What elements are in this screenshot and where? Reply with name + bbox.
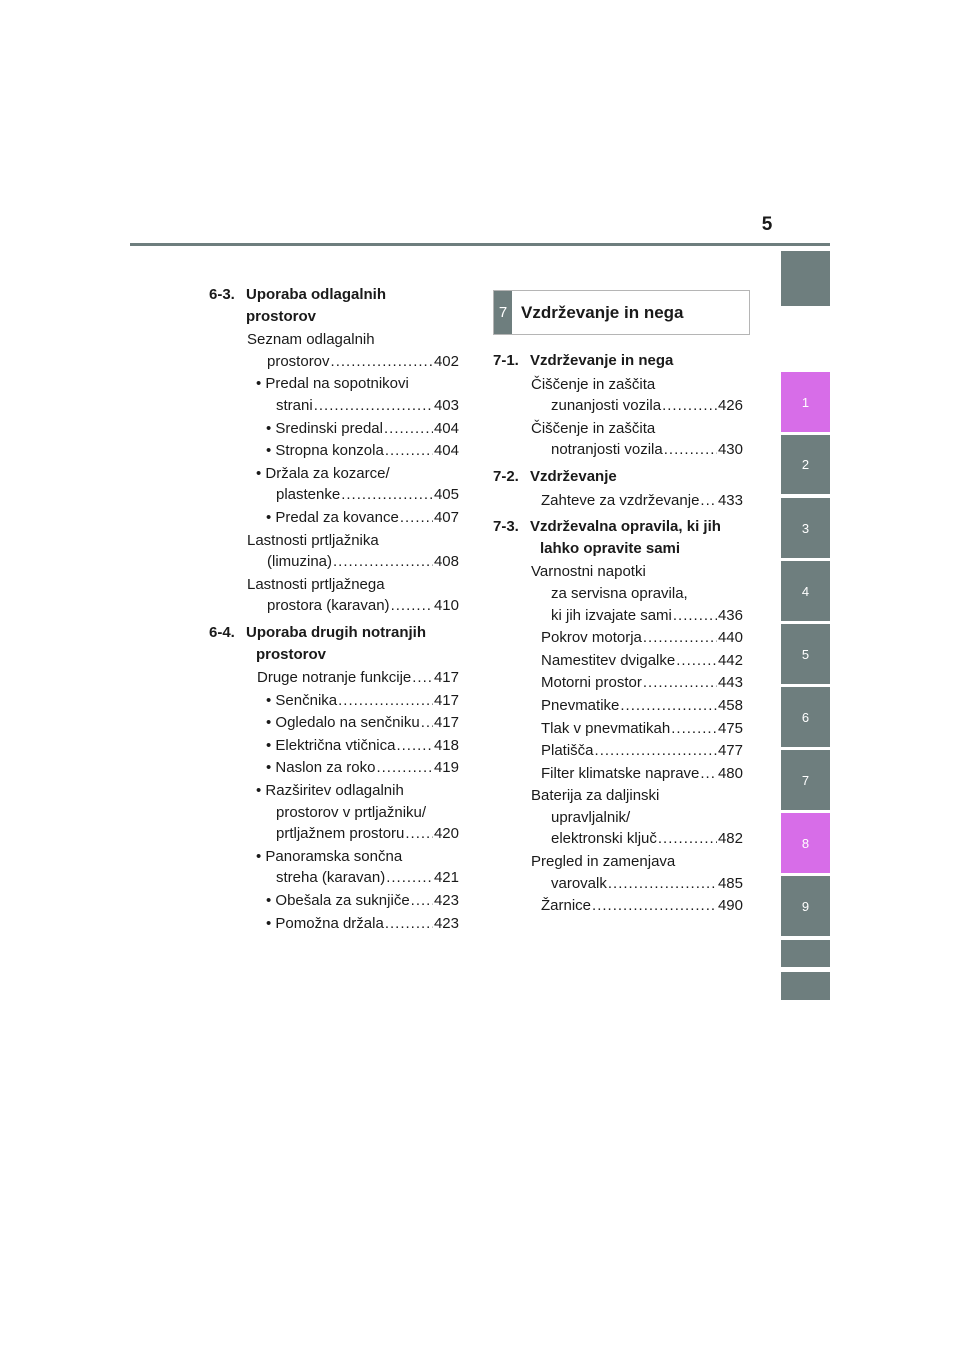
entry-page-number: 420 [433, 825, 459, 843]
chapter-tab-7[interactable] [781, 750, 830, 810]
chapter-tab-label: 7 [801, 772, 810, 788]
entry-page-number: 407 [433, 508, 459, 526]
chapter-tab[interactable] [781, 972, 830, 1000]
chapter-tab-5[interactable] [781, 624, 830, 684]
entry-text: (limuzina) [267, 553, 333, 571]
toc-entry[interactable] [209, 712, 459, 734]
entry-text: Žarnice [541, 897, 592, 915]
toc-entry[interactable] [493, 374, 743, 417]
toc-entry[interactable] [209, 667, 459, 689]
toc-entry[interactable] [493, 672, 743, 694]
toc-entry[interactable] [209, 574, 459, 617]
chapter-tab-label: 6 [801, 709, 810, 725]
section-number: 7-3. [493, 518, 519, 536]
entry-text: Lastnosti prtljažnega [247, 575, 385, 593]
entry-text: Pokrov motorja [541, 629, 642, 647]
entry-text: • Razširitev odlagalnih [256, 782, 404, 800]
entry-text: Platišča [541, 742, 594, 760]
entry-page-number: 410 [433, 597, 459, 615]
entry-page-number: 421 [433, 869, 459, 887]
toc-entry[interactable] [493, 418, 743, 461]
chapter-number: 7 [494, 291, 512, 334]
entry-page-number: 430 [717, 441, 743, 459]
chapter-tab-label: 9 [801, 898, 810, 914]
entry-page-number: 404 [433, 442, 459, 460]
entry-text: upravljalnik/ [551, 808, 631, 826]
toc-entry[interactable] [209, 440, 459, 462]
entry-text: Namestitev dvigalke [541, 651, 676, 669]
entry-text: • Predal na sopotnikovi [256, 375, 409, 393]
section-number: 7-2. [493, 467, 519, 485]
chapter-tab-label: 8 [801, 835, 810, 851]
entry-page-number: 404 [433, 419, 459, 437]
toc-entry[interactable] [209, 418, 459, 440]
entry-text: • Pomožna držala [266, 914, 384, 932]
entry-text: Motorni prostor [541, 674, 642, 692]
toc-entry[interactable] [493, 490, 743, 512]
entry-text: varovalk [551, 874, 607, 892]
entry-page-number: 423 [433, 914, 459, 932]
toc-entry[interactable] [209, 890, 459, 912]
toc-entry[interactable] [209, 690, 459, 712]
toc-entry[interactable] [209, 530, 459, 573]
entry-page-number: 408 [433, 553, 459, 571]
entry-text: ki jih izvajate sami [551, 606, 672, 624]
toc-entry[interactable] [493, 740, 743, 762]
entry-text: • Ogledalo na senčniku [266, 714, 420, 732]
entry-text: prostora (karavan) [267, 597, 390, 615]
toc-entry[interactable] [209, 373, 459, 416]
entry-text: Zahteve za vzdrževanje [541, 491, 700, 509]
entry-text: • Sredinski predal [266, 419, 383, 437]
toc-section-7-2[interactable] [493, 466, 743, 488]
chapter-tab-label: 4 [801, 583, 810, 599]
entry-text: zunanjosti vozila [551, 397, 662, 415]
section-title: Vzdrževanje in nega [530, 352, 674, 369]
entry-text: streha (karavan) [276, 869, 386, 887]
entry-page-number: 419 [433, 759, 459, 777]
section-title: Vzdrževanje [530, 467, 617, 485]
entry-page-number: 475 [717, 719, 743, 737]
entry-text: • Naslon za roko [266, 759, 376, 777]
entry-text: • Stropna konzola [266, 442, 384, 460]
toc-left-column [209, 284, 459, 935]
chapter-tab-label: 1 [801, 394, 810, 410]
chapter-tab-4[interactable] [781, 561, 830, 621]
entry-text: • Senčnika [266, 691, 338, 709]
entry-text: Baterija za daljinski [531, 787, 660, 805]
toc-entry[interactable] [209, 846, 459, 889]
chapter-header[interactable] [493, 290, 750, 335]
entry-text: Druge notranje funkcije [257, 669, 412, 687]
entry-page-number: 443 [717, 674, 743, 692]
toc-entry[interactable] [209, 329, 459, 372]
section-number: 6-3. [209, 286, 235, 303]
entry-page-number: 436 [717, 606, 743, 624]
entry-text: strani [276, 396, 313, 414]
toc-entry[interactable] [209, 735, 459, 757]
entry-page-number: 417 [433, 669, 459, 687]
entry-page-number: 423 [433, 892, 459, 910]
entry-page-number: 482 [717, 830, 743, 848]
entry-text: elektronski ključ [551, 830, 657, 848]
entry-text: Varnostni napotki [531, 563, 646, 581]
entry-page-number: 442 [717, 651, 743, 669]
entry-page-number: 403 [433, 396, 459, 414]
page-number: 5 [761, 214, 773, 235]
toc-section-6-3[interactable] [209, 284, 459, 327]
entry-page-number: 480 [717, 764, 743, 782]
entry-text: notranjosti vozila [551, 441, 663, 459]
entry-page-number: 458 [717, 696, 743, 714]
chapter-title: Vzdrževanje in nega [521, 302, 684, 322]
chapter-tab-6[interactable] [781, 687, 830, 747]
entry-text: za servisna opravila, [551, 584, 688, 602]
chapter-tab-8[interactable] [781, 813, 830, 873]
entry-text: • Držala za kozarce/ [256, 464, 390, 482]
chapter-tab[interactable] [781, 251, 830, 306]
entry-page-number: 402 [433, 352, 459, 370]
section-title: Vzdrževalna opravila, ki jih [530, 518, 721, 536]
entry-text: Čiščenje in zaščita [531, 419, 656, 437]
toc-section-7-1[interactable] [493, 350, 743, 372]
toc-entry[interactable] [209, 463, 459, 506]
section-title: lahko opravite sami [540, 539, 681, 557]
toc-entry[interactable] [493, 650, 743, 672]
toc-entry[interactable] [493, 627, 743, 649]
toc-section-7-3[interactable] [493, 516, 743, 559]
chapter-tab-label: 5 [801, 646, 810, 662]
entry-page-number: 417 [433, 714, 459, 732]
entry-text: plastenke [276, 486, 341, 504]
entry-page-number: 433 [717, 491, 743, 509]
entry-page-number: 417 [433, 691, 459, 709]
chapter-tab-9[interactable] [781, 876, 830, 936]
entry-page-number: 490 [717, 897, 743, 915]
entry-page-number: 440 [717, 629, 743, 647]
toc-entry[interactable] [493, 561, 743, 626]
toc-entry[interactable] [493, 785, 743, 850]
toc-entry[interactable] [209, 913, 459, 935]
entry-text: • Panoramska sončna [256, 847, 403, 865]
chapter-tab-1[interactable] [781, 372, 830, 432]
entry-page-number: 485 [717, 874, 743, 892]
chapter-tab[interactable] [781, 940, 830, 967]
toc-entry[interactable] [209, 757, 459, 779]
entry-text: prtljažnem prostoru [276, 825, 405, 843]
toc-entry[interactable] [209, 507, 459, 529]
section-title: prostorov [256, 645, 327, 663]
entry-text: Pnevmatike [541, 696, 620, 714]
entry-page-number: 405 [433, 486, 459, 504]
section-title: Uporaba drugih notranjih [246, 623, 426, 641]
entry-text: Pregled in zamenjava [531, 853, 676, 871]
toc-entry[interactable] [493, 763, 743, 785]
chapter-tab-3[interactable] [781, 498, 830, 558]
toc-entry[interactable] [493, 695, 743, 717]
entry-text: • Predal za kovance [266, 508, 399, 526]
toc-entry[interactable] [493, 895, 743, 917]
entry-text: prostorov v prtljažniku/ [276, 803, 427, 821]
chapter-tab-label: 2 [801, 457, 810, 472]
header-rule [130, 243, 830, 246]
section-number: 6-4. [209, 623, 235, 641]
entry-text: • Električna vtičnica [266, 736, 396, 754]
entry-page-number: 418 [433, 736, 459, 754]
entry-text: Seznam odlagalnih [247, 331, 375, 349]
toc-entry[interactable] [209, 780, 459, 845]
entry-text: • Obešala za suknjiče [266, 892, 410, 910]
entry-text: Tlak v pnevmatikah [541, 719, 671, 737]
entry-text: prostorov [267, 352, 330, 370]
entry-text: Filter klimatske naprave [541, 764, 700, 782]
chapter-tab-label: 3 [801, 520, 810, 536]
section-number: 7-1. [493, 352, 519, 369]
chapter-tab-2[interactable] [781, 435, 830, 494]
entry-page-number: 477 [717, 742, 743, 760]
entry-page-number: 426 [717, 397, 743, 415]
entry-text: Lastnosti prtljažnika [247, 531, 379, 549]
toc-section-6-4[interactable] [209, 622, 459, 665]
section-title: Uporaba odlagalnih prostorov [246, 286, 387, 325]
toc-entry[interactable] [493, 718, 743, 740]
toc-right-column [493, 350, 743, 918]
entry-text: Čiščenje in zaščita [531, 375, 656, 393]
toc-entry[interactable] [493, 851, 743, 894]
